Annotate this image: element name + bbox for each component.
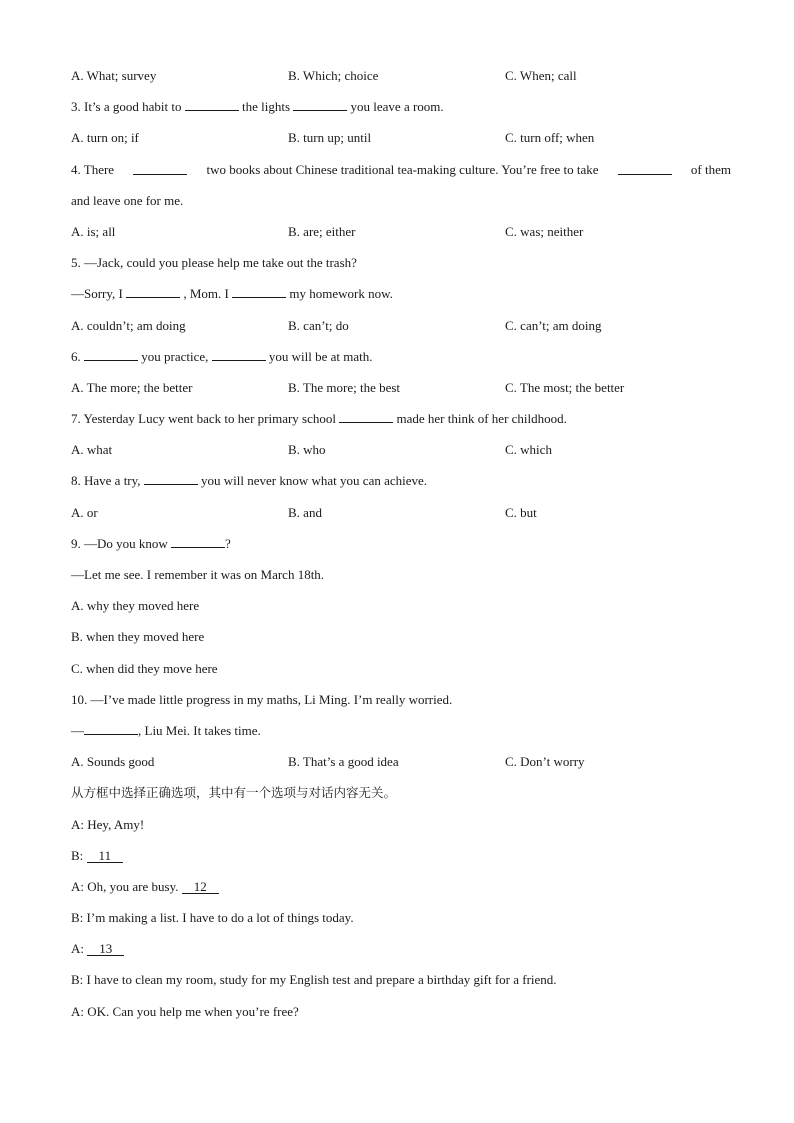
q3-options bbox=[71, 122, 731, 153]
q9-stem bbox=[71, 528, 731, 559]
q2-option-b: B. Which; choice bbox=[288, 68, 379, 83]
worksheet-page bbox=[71, 60, 731, 1027]
q10-reply bbox=[71, 715, 731, 746]
q8-options bbox=[71, 497, 731, 528]
q4-options bbox=[71, 216, 731, 247]
q6-text-1: 6. bbox=[71, 348, 84, 364]
q7-text-2: made her think of her childhood. bbox=[393, 411, 567, 427]
q6-blank-2 bbox=[212, 349, 266, 361]
dialogue-line-6: B: I have to clean my room, study for my English test and prepare a birthday gift for a friend. bbox=[71, 972, 557, 988]
q10-text-1: — bbox=[71, 722, 84, 738]
q3-blank-2 bbox=[293, 99, 347, 111]
dialogue-line-5 bbox=[71, 933, 731, 964]
q5-reply bbox=[71, 278, 731, 309]
q8-text-1: 8. Have a try, bbox=[71, 473, 144, 489]
q4-blank-2 bbox=[618, 163, 672, 175]
q7-option-a: A. what bbox=[71, 442, 113, 458]
q5-text-3: my homework now. bbox=[286, 286, 393, 302]
dialogue-blank-12 bbox=[182, 880, 219, 894]
q8-blank-1 bbox=[144, 473, 198, 485]
q7-stem bbox=[71, 403, 731, 434]
q5-option-a: A. couldn’t; am doing bbox=[71, 317, 186, 333]
dialogue-line-2 bbox=[71, 840, 731, 871]
dialogue-speaker-a: A: bbox=[71, 941, 88, 957]
q5-option-c: C. can’t; am doing bbox=[505, 317, 602, 333]
q6-option-b: B. The more; the best bbox=[288, 379, 401, 395]
q9-option-b: B. when they moved here bbox=[71, 629, 205, 645]
q5-stem: 5. —Jack, could you please help me take out the trash? bbox=[71, 255, 357, 271]
q5-options bbox=[71, 310, 731, 341]
q4-text-1: 4. There bbox=[71, 161, 115, 177]
q5-text-1: —Sorry, I bbox=[71, 286, 127, 302]
blank-number-11: 11 bbox=[98, 847, 112, 863]
q9-option-c: C. when did they move here bbox=[71, 660, 218, 676]
q10-option-b: B. That’s a good idea bbox=[288, 754, 399, 770]
q9-blank-1 bbox=[171, 536, 225, 548]
q7-blank-1 bbox=[339, 411, 393, 423]
dialogue-line-3 bbox=[71, 871, 731, 902]
q8-option-b: B. and bbox=[288, 504, 322, 520]
dialogue-blank-11 bbox=[87, 849, 124, 863]
blank-number-13: 13 bbox=[99, 941, 113, 957]
q4-option-b: B. are; either bbox=[288, 223, 356, 239]
q9-reply: —Let me see. I remember it was on March 18th. bbox=[71, 567, 325, 582]
q5-blank-2 bbox=[232, 286, 286, 298]
q2-option-a: A. What; survey bbox=[71, 68, 157, 83]
q8-option-c: C. but bbox=[505, 504, 537, 520]
q4-stem-cont: and leave one for me. bbox=[71, 192, 184, 208]
q4-option-a: A. is; all bbox=[71, 223, 116, 239]
dialogue-line-1: A: Hey, Amy! bbox=[71, 816, 145, 832]
q4-blank-1 bbox=[133, 163, 187, 175]
q10-option-a: A. Sounds good bbox=[71, 754, 155, 770]
dialogue-blank-13 bbox=[87, 942, 124, 956]
q8-text-2: you will never know what you can achieve. bbox=[197, 473, 428, 489]
q4-text-3: of them bbox=[690, 161, 731, 177]
q6-option-a: A. The more; the better bbox=[71, 379, 193, 395]
q3-stem bbox=[71, 91, 731, 122]
q5-option-b: B. can’t; do bbox=[288, 317, 349, 333]
q6-text-2: you practice, bbox=[138, 348, 212, 364]
q10-blank-1 bbox=[84, 723, 138, 735]
q5-text-2: , Mom. I bbox=[180, 286, 233, 302]
q5-blank-1 bbox=[126, 286, 180, 298]
q9-text-2: ? bbox=[225, 535, 231, 551]
q4-text-2: two books about Chinese traditional tea-making culture. You’re free to take bbox=[206, 161, 599, 177]
q10-stem: 10. —I’ve made little progress in my maths, Li Ming. I’m really worried. bbox=[71, 691, 453, 707]
q2-options bbox=[71, 60, 731, 91]
q3-text-3: you leave a room. bbox=[347, 99, 444, 115]
q8-stem bbox=[71, 465, 731, 496]
dialogue-line-4: B: I’m making a list. I have to do a lot of things today. bbox=[71, 910, 354, 926]
q6-options bbox=[71, 372, 731, 403]
q7-option-c: C. which bbox=[505, 442, 552, 458]
q3-blank-1 bbox=[185, 99, 239, 111]
section-instruction: 从方框中选择正确选项，其中有一个选项与对话内容无关。 bbox=[71, 785, 397, 801]
q10-text-2: , Liu Mei. It takes time. bbox=[138, 722, 261, 738]
q3-text-2: the lights bbox=[238, 99, 294, 115]
q10-options bbox=[71, 746, 731, 777]
q6-blank-1 bbox=[84, 349, 138, 361]
dialogue-line-7: A: OK. Can you help me when you’re free? bbox=[71, 1003, 299, 1019]
q7-option-b: B. who bbox=[288, 442, 326, 458]
q3-option-c: C. turn off; when bbox=[505, 130, 595, 146]
q6-text-3: you will be at math. bbox=[265, 348, 373, 364]
q9-option-a: A. why they moved here bbox=[71, 598, 200, 614]
q7-text-1: 7. Yesterday Lucy went back to her primary school bbox=[71, 411, 340, 427]
q3-option-a: A. turn on; if bbox=[71, 130, 139, 146]
q3-text-1: 3. It’s a good habit to bbox=[71, 99, 185, 115]
q7-options bbox=[71, 434, 731, 465]
blank-number-12: 12 bbox=[193, 878, 207, 894]
q8-option-a: A. or bbox=[71, 504, 98, 520]
q3-option-b: B. turn up; until bbox=[288, 130, 372, 146]
q6-option-c: C. The most; the better bbox=[505, 379, 625, 395]
q6-stem bbox=[71, 341, 731, 372]
dialogue-text-3: A: Oh, you are busy. bbox=[71, 878, 182, 894]
q4-stem bbox=[71, 154, 731, 185]
q9-text-1: 9. —Do you know bbox=[71, 535, 172, 551]
dialogue-speaker-b: B: bbox=[71, 847, 87, 863]
q10-option-c: C. Don’t worry bbox=[505, 754, 585, 770]
q4-option-c: C. was; neither bbox=[505, 223, 584, 239]
q2-option-c: C. When; call bbox=[505, 68, 577, 83]
